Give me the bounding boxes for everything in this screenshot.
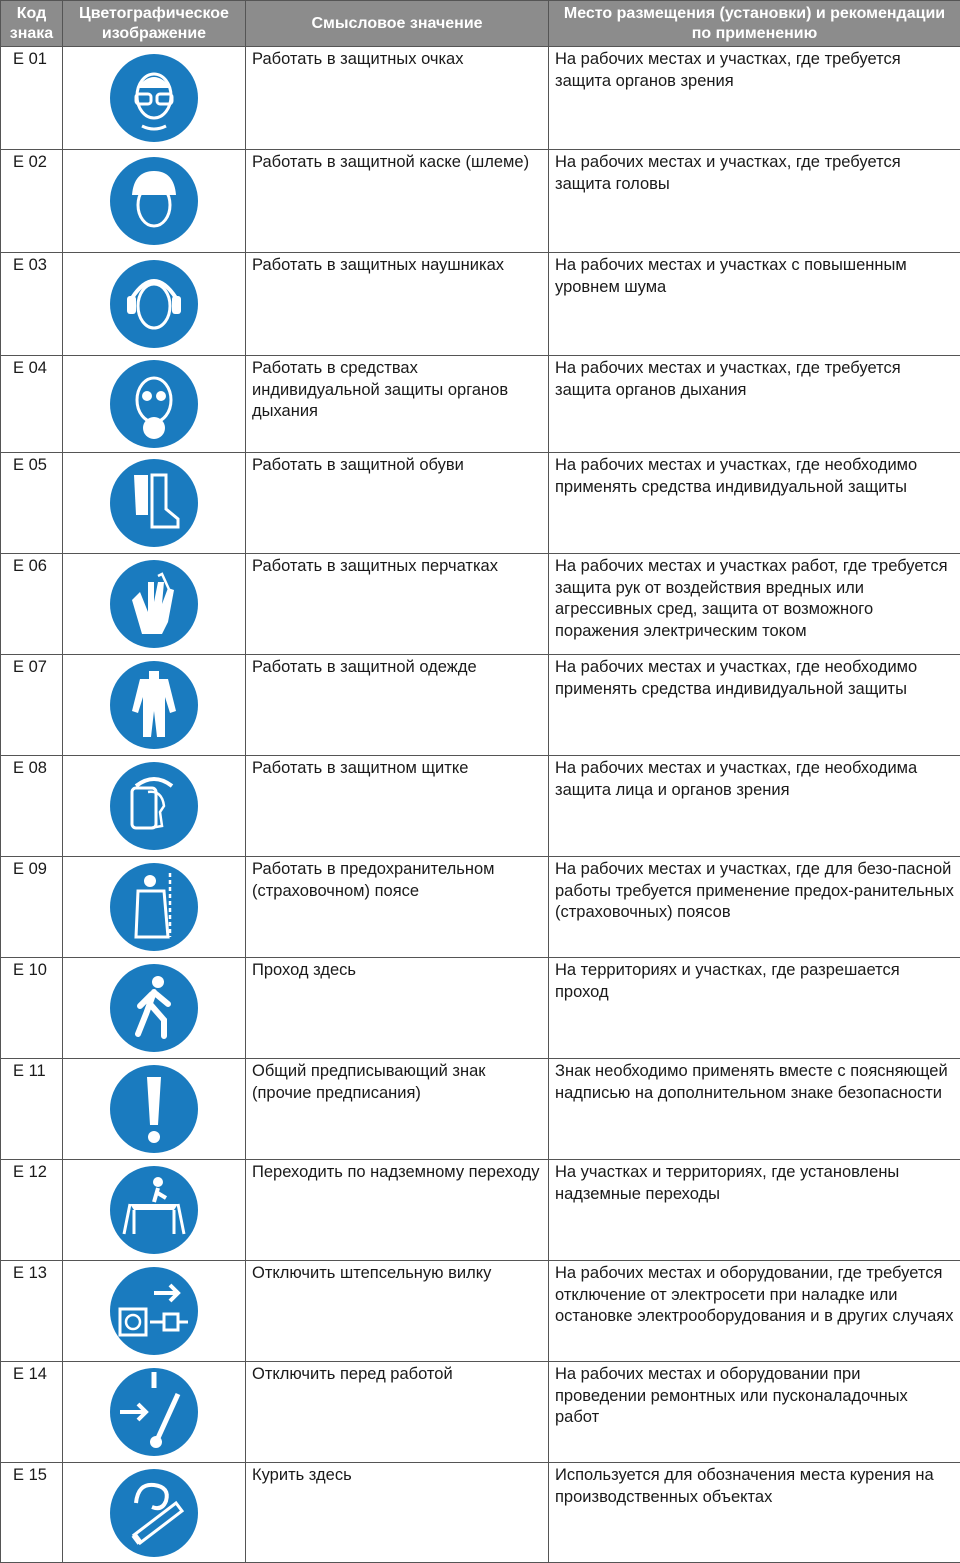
ear-protectors-icon [108, 258, 200, 350]
sign-meaning: Отключить штепсельную вилку [246, 1261, 549, 1362]
header-meaning: Смысловое значение [246, 1, 549, 47]
sign-usage: На рабочих местах и участках, где необходима защита лица и органов зрения [549, 756, 960, 857]
sign-meaning: Работать в предохранительном (страховочном) поясе [246, 857, 549, 958]
disconnect-switch-icon [108, 1366, 200, 1458]
sign-code: E 13 [1, 1261, 63, 1362]
sign-meaning: Работать в защитной каске (шлеме) [246, 150, 549, 253]
table-row [1, 655, 960, 756]
sign-code: E 14 [1, 1362, 63, 1463]
protective-clothing-icon [108, 659, 200, 751]
table-row [1, 1059, 960, 1160]
sign-usage: На рабочих местах и участках, где для безо-пасной работы требуется применение предох-ранительных (страховочных) поясов [549, 857, 960, 958]
protective-gloves-icon [108, 558, 200, 650]
sign-usage: На рабочих местах и участках, где необходимо применять средства индивидуальной защиты [549, 453, 960, 554]
sign-meaning: Проход здесь [246, 958, 549, 1059]
sign-code: E 07 [1, 655, 63, 756]
header-image: Цветографическое изображение [63, 1, 246, 47]
sign-usage: На рабочих местах и участках с повышенным уровнем шума [549, 253, 960, 356]
table-row [1, 1463, 960, 1563]
unplug-icon [108, 1265, 200, 1357]
sign-image-cell [63, 356, 246, 453]
exclamation-mark-icon [108, 1063, 200, 1155]
overpass-icon [108, 1164, 200, 1256]
sign-usage: На рабочих местах и оборудовании при проведении ремонтных или пусконаладочных работ [549, 1362, 960, 1463]
sign-code: E 09 [1, 857, 63, 958]
sign-image-cell [63, 554, 246, 655]
table-row [1, 857, 960, 958]
sign-usage: На территориях и участках, где разрешается проход [549, 958, 960, 1059]
sign-image-cell [63, 1261, 246, 1362]
sign-usage: На рабочих местах и участках, где необходимо применять средства индивидуальной защиты [549, 655, 960, 756]
sign-meaning: Работать в защитном щитке [246, 756, 549, 857]
table-row [1, 756, 960, 857]
table-row [1, 253, 960, 356]
sign-image-cell [63, 857, 246, 958]
sign-meaning: Работать в средствах индивидуальной защиты органов дыхания [246, 356, 549, 453]
table-row [1, 1362, 960, 1463]
sign-image-cell [63, 1463, 246, 1563]
sign-code: E 06 [1, 554, 63, 655]
sign-image-cell [63, 958, 246, 1059]
sign-code: E 12 [1, 1160, 63, 1261]
respirator-icon [108, 358, 200, 450]
sign-meaning: Работать в защитной одежде [246, 655, 549, 756]
safety-goggles-icon [108, 52, 200, 144]
table-row [1, 150, 960, 253]
table-header-row [1, 1, 960, 47]
sign-usage: Знак необходимо применять вместе с поясняющей надписью на дополнительном знаке безопасности [549, 1059, 960, 1160]
sign-code: E 15 [1, 1463, 63, 1563]
header-usage: Место размещения (установки) и рекомендации по применению [549, 1, 960, 47]
sign-usage: На рабочих местах и участках, где требуется защита органов зрения [549, 47, 960, 150]
sign-code: E 08 [1, 756, 63, 857]
sign-image-cell [63, 453, 246, 554]
sign-code: E 04 [1, 356, 63, 453]
sign-meaning: Работать в защитных очках [246, 47, 549, 150]
safety-harness-icon [108, 861, 200, 953]
sign-image-cell [63, 1059, 246, 1160]
safety-boots-icon [108, 457, 200, 549]
sign-image-cell [63, 47, 246, 150]
sign-image-cell [63, 756, 246, 857]
face-shield-icon [108, 760, 200, 852]
sign-usage: Используется для обозначения места курения на производственных объектах [549, 1463, 960, 1563]
header-code: Код знака [1, 1, 63, 47]
sign-code: E 01 [1, 47, 63, 150]
sign-usage: На рабочих местах и участках работ, где требуется защита рук от воздействия вредных или агрессивных сред, защита от возможного поражения электрическим током [549, 554, 960, 655]
sign-meaning: Общий предписывающий знак (прочие предписания) [246, 1059, 549, 1160]
sign-image-cell [63, 1362, 246, 1463]
sign-image-cell [63, 253, 246, 356]
sign-image-cell [63, 655, 246, 756]
pedestrian-route-icon [108, 962, 200, 1054]
sign-meaning: Переходить по надземному переходу [246, 1160, 549, 1261]
sign-code: E 10 [1, 958, 63, 1059]
sign-meaning: Работать в защитной обуви [246, 453, 549, 554]
safety-helmet-icon [108, 155, 200, 247]
table-row [1, 356, 960, 453]
smoking-area-icon [108, 1467, 200, 1559]
sign-code: E 02 [1, 150, 63, 253]
table-row [1, 554, 960, 655]
table-row [1, 47, 960, 150]
sign-usage: На рабочих местах и оборудовании, где требуется отключение от электросети при наладке или остановке электрооборудования и в других случаях [549, 1261, 960, 1362]
sign-meaning: Курить здесь [246, 1463, 549, 1563]
sign-image-cell [63, 150, 246, 253]
sign-usage: На участках и территориях, где установлены надземные переходы [549, 1160, 960, 1261]
sign-meaning: Работать в защитных перчатках [246, 554, 549, 655]
sign-usage: На рабочих местах и участках, где требуется защита органов дыхания [549, 356, 960, 453]
table-row [1, 1160, 960, 1261]
sign-meaning: Работать в защитных наушниках [246, 253, 549, 356]
table-row [1, 958, 960, 1059]
sign-meaning: Отключить перед работой [246, 1362, 549, 1463]
table-row [1, 453, 960, 554]
table-row [1, 1261, 960, 1362]
sign-usage: На рабочих местах и участках, где требуется защита головы [549, 150, 960, 253]
sign-code: E 11 [1, 1059, 63, 1160]
sign-code: E 03 [1, 253, 63, 356]
sign-code: E 05 [1, 453, 63, 554]
sign-image-cell [63, 1160, 246, 1261]
